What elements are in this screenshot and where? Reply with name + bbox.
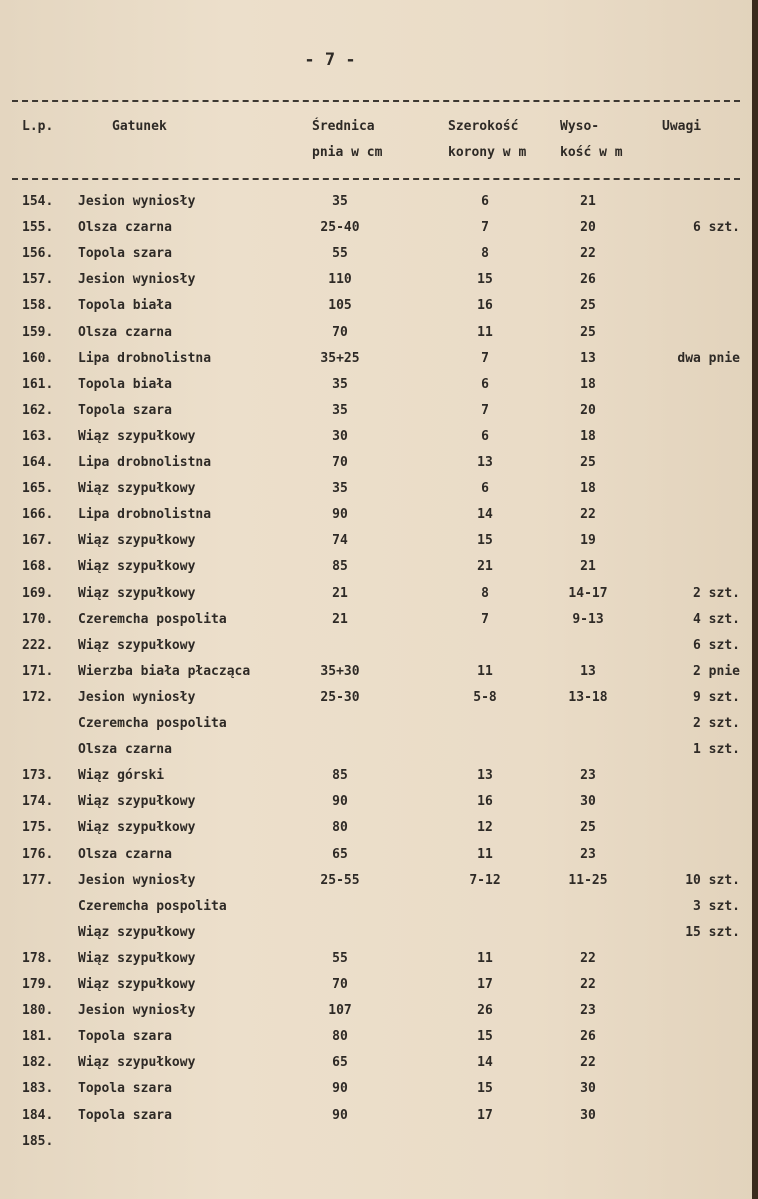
table-row	[0, 925, 758, 951]
trunk-diameter: 35+25	[320, 350, 360, 366]
species-name: Wiąz szypułkowy	[78, 820, 196, 836]
tree-height: 18	[580, 376, 596, 392]
trunk-diameter: 105	[328, 298, 352, 314]
table-row	[0, 1081, 758, 1107]
species-name: Topola szara	[78, 1081, 172, 1097]
table-row	[0, 351, 758, 377]
page-number: - 7 -	[304, 50, 356, 70]
species-name: Olsza czarna	[78, 846, 172, 862]
row-number: 180.	[22, 1003, 54, 1019]
species-name: Wiąz górski	[78, 768, 165, 784]
trunk-diameter: 21	[332, 585, 348, 601]
tree-height: 18	[580, 481, 596, 497]
table-row	[0, 820, 758, 846]
tree-height: 22	[580, 246, 596, 262]
table-row	[0, 220, 758, 246]
table-row	[0, 455, 758, 481]
table-row	[0, 612, 758, 638]
species-name: Wiąz szypułkowy	[78, 637, 196, 653]
tree-height: 25	[580, 324, 596, 340]
table-row	[0, 873, 758, 899]
table-row	[0, 951, 758, 977]
trunk-diameter: 35	[332, 402, 348, 418]
table-row	[0, 1055, 758, 1081]
row-note: 1 szt.	[693, 742, 740, 758]
species-name: Wierzba biała płacząca	[78, 663, 251, 679]
species-name: Topola szara	[78, 1029, 172, 1045]
row-number: 166.	[22, 507, 54, 523]
row-number: 161.	[22, 376, 54, 392]
trunk-diameter: 70	[332, 324, 348, 340]
crown-width: 13	[477, 768, 493, 784]
tree-height: 11-25	[568, 872, 608, 888]
row-number: 160.	[22, 350, 54, 366]
tree-height: 22	[580, 1055, 596, 1071]
row-number: 184.	[22, 1107, 54, 1123]
crown-width: 8	[481, 585, 489, 601]
table-row	[0, 899, 758, 925]
tree-height: 14-17	[568, 585, 608, 601]
tree-height: 13	[580, 663, 596, 679]
row-number: 164.	[22, 455, 54, 470]
row-number: 172.	[22, 689, 54, 705]
tree-height: 20	[580, 220, 596, 236]
trunk-diameter: 25-30	[320, 689, 360, 705]
crown-width: 7	[481, 402, 489, 418]
row-number: 169.	[22, 585, 54, 601]
row-number: 179.	[22, 977, 54, 992]
species-name: Czeremcha pospolita	[78, 611, 227, 627]
tree-height: 20	[580, 402, 596, 418]
table-row	[0, 1029, 758, 1055]
species-name: Topola szara	[78, 1107, 172, 1123]
species-name: Wiąz szypułkowy	[78, 428, 196, 444]
crown-width: 14	[477, 507, 493, 523]
crown-width: 15	[477, 1081, 493, 1097]
table-row	[0, 246, 758, 272]
row-number: 177.	[22, 872, 54, 888]
row-number: 170.	[22, 611, 54, 627]
row-note: 2 szt.	[693, 585, 740, 601]
header-top-rule	[12, 100, 740, 102]
row-number: 158.	[22, 298, 54, 314]
trunk-diameter: 110	[328, 272, 352, 288]
species-name: Wiąz szypułkowy	[78, 481, 196, 497]
trunk-diameter: 70	[332, 977, 348, 992]
tree-height: 26	[580, 1029, 596, 1045]
species-name: Wiąz szypułkowy	[78, 559, 196, 575]
species-name: Jesion wyniosły	[78, 194, 196, 209]
row-note: 2 szt.	[693, 716, 740, 731]
trunk-diameter: 90	[332, 507, 348, 523]
tree-height: 23	[580, 768, 596, 784]
header-height: Wyso- kość w m	[560, 119, 623, 160]
species-name: Topola szara	[78, 402, 172, 418]
species-name: Wiąz szypułkowy	[78, 924, 196, 940]
species-name: Jesion wyniosły	[78, 872, 196, 888]
table-row	[0, 742, 758, 768]
table-row	[0, 664, 758, 690]
trunk-diameter: 35	[332, 194, 348, 209]
row-number: 162.	[22, 402, 54, 418]
trunk-diameter: 70	[332, 455, 348, 470]
species-name: Topola szara	[78, 246, 172, 262]
species-name: Czeremcha pospolita	[78, 716, 227, 731]
table-row	[0, 638, 758, 664]
row-number: 155.	[22, 220, 54, 236]
tree-height: 22	[580, 950, 596, 966]
crown-width: 7-12	[469, 872, 501, 888]
table-row	[0, 768, 758, 794]
crown-width: 6	[481, 481, 489, 497]
species-name: Lipa drobnolistna	[78, 455, 212, 470]
table-row	[0, 690, 758, 716]
species-name: Olsza czarna	[78, 742, 172, 758]
row-number: 163.	[22, 428, 54, 444]
row-number: 173.	[22, 768, 54, 784]
crown-width: 15	[477, 533, 493, 549]
species-name: Lipa drobnolistna	[78, 507, 212, 523]
row-number: 178.	[22, 950, 54, 966]
crown-width: 5-8	[473, 689, 497, 705]
row-note: 10 szt.	[685, 872, 740, 888]
trunk-diameter: 85	[332, 559, 348, 575]
tree-height: 19	[580, 533, 596, 549]
species-name: Wiąz szypułkowy	[78, 1055, 196, 1071]
species-name: Wiąz szypułkowy	[78, 794, 196, 810]
species-name: Topola biała	[78, 376, 172, 392]
trunk-diameter: 80	[332, 1029, 348, 1045]
row-note: 4 szt.	[693, 611, 740, 627]
header-bottom-rule	[12, 178, 740, 180]
tree-height: 30	[580, 794, 596, 810]
trunk-diameter: 30	[332, 428, 348, 444]
tree-height: 26	[580, 272, 596, 288]
table-row	[0, 716, 758, 742]
row-note: 15 szt.	[685, 924, 740, 940]
tree-height: 23	[580, 1003, 596, 1019]
row-number: 157.	[22, 272, 54, 288]
table-row	[0, 403, 758, 429]
row-number: 171.	[22, 663, 54, 679]
table-row	[0, 847, 758, 873]
table-row	[0, 429, 758, 455]
species-name: Wiąz szypułkowy	[78, 950, 196, 966]
species-name: Czeremcha pospolita	[78, 898, 227, 914]
row-number: 168.	[22, 559, 54, 575]
trunk-diameter: 90	[332, 1081, 348, 1097]
species-name: Topola biała	[78, 298, 172, 314]
row-number: 167.	[22, 533, 54, 549]
trunk-diameter: 90	[332, 794, 348, 810]
tree-height: 13	[580, 350, 596, 366]
tree-height: 22	[580, 507, 596, 523]
species-name: Olsza czarna	[78, 324, 172, 340]
trunk-diameter: 35+30	[320, 663, 360, 679]
crown-width: 11	[477, 663, 493, 679]
crown-width: 15	[477, 1029, 493, 1045]
crown-width: 14	[477, 1055, 493, 1071]
crown-width: 16	[477, 794, 493, 810]
crown-width: 16	[477, 298, 493, 314]
crown-width: 11	[477, 846, 493, 862]
species-name: Olsza czarna	[78, 220, 172, 236]
trunk-diameter: 85	[332, 768, 348, 784]
row-number: 222.	[22, 637, 54, 653]
crown-width: 7	[481, 220, 489, 236]
trunk-diameter: 65	[332, 1055, 348, 1071]
trunk-diameter: 90	[332, 1107, 348, 1123]
crown-width: 11	[477, 950, 493, 966]
header-diameter: Średnica pnia w cm	[312, 119, 383, 160]
table-row	[0, 1134, 758, 1160]
species-name: Wiąz szypułkowy	[78, 533, 196, 549]
trunk-diameter: 25-40	[320, 220, 360, 236]
tree-height: 30	[580, 1081, 596, 1097]
crown-width: 7	[481, 611, 489, 627]
crown-width: 8	[481, 246, 489, 262]
table-row	[0, 586, 758, 612]
row-number: 165.	[22, 481, 54, 497]
row-number: 175.	[22, 820, 54, 836]
table-row	[0, 272, 758, 298]
tree-height: 25	[580, 820, 596, 836]
crown-width: 13	[477, 455, 493, 470]
species-name: Jesion wyniosły	[78, 272, 196, 288]
table-row	[0, 794, 758, 820]
table-row	[0, 1108, 758, 1134]
row-note: 9 szt.	[693, 689, 740, 705]
row-number: 156.	[22, 246, 54, 262]
crown-width: 21	[477, 559, 493, 575]
row-note: 2 pnie	[693, 663, 740, 679]
species-name: Wiąz szypułkowy	[78, 585, 196, 601]
row-note: dwa pnie	[677, 350, 740, 366]
tree-height: 21	[580, 194, 596, 209]
tree-height: 21	[580, 559, 596, 575]
trunk-diameter: 21	[332, 611, 348, 627]
tree-height: 23	[580, 846, 596, 862]
trunk-diameter: 35	[332, 481, 348, 497]
table-row	[0, 1003, 758, 1029]
row-number: 182.	[22, 1055, 54, 1071]
table-row	[0, 298, 758, 324]
crown-width: 26	[477, 1003, 493, 1019]
tree-height: 9-13	[572, 611, 604, 627]
trunk-diameter: 55	[332, 246, 348, 262]
crown-width: 11	[477, 324, 493, 340]
crown-width: 17	[477, 977, 493, 992]
table-row	[0, 977, 758, 1003]
crown-width: 12	[477, 820, 493, 836]
row-number: 183.	[22, 1081, 54, 1097]
trunk-diameter: 80	[332, 820, 348, 836]
crown-width: 15	[477, 272, 493, 288]
species-name: Wiąz szypułkowy	[78, 977, 196, 992]
header-crown-width: Szerokość korony w m	[448, 119, 527, 160]
species-name: Jesion wyniosły	[78, 1003, 196, 1019]
row-number: 181.	[22, 1029, 54, 1045]
trunk-diameter: 35	[332, 376, 348, 392]
row-number: 154.	[22, 194, 54, 209]
table-row	[0, 559, 758, 585]
tree-height: 25	[580, 455, 596, 470]
table-row	[0, 325, 758, 351]
row-note: 6 szt.	[693, 637, 740, 653]
table-row	[0, 533, 758, 559]
trunk-diameter: 65	[332, 846, 348, 862]
tree-height: 22	[580, 977, 596, 992]
crown-width: 6	[481, 428, 489, 444]
header-notes: Uwagi	[662, 119, 702, 134]
row-number: 159.	[22, 324, 54, 340]
table-row	[0, 194, 758, 220]
trunk-diameter: 25-55	[320, 872, 360, 888]
crown-width: 7	[481, 350, 489, 366]
row-note: 6 szt.	[693, 220, 740, 236]
row-number: 185.	[22, 1133, 54, 1149]
crown-width: 17	[477, 1107, 493, 1123]
trunk-diameter: 74	[332, 533, 348, 549]
crown-width: 6	[481, 194, 489, 209]
row-note: 3 szt.	[693, 898, 740, 914]
tree-height: 13-18	[568, 689, 608, 705]
trunk-diameter: 107	[328, 1003, 352, 1019]
table-row	[0, 507, 758, 533]
tree-height: 25	[580, 298, 596, 314]
table-row	[0, 481, 758, 507]
trunk-diameter: 55	[332, 950, 348, 966]
crown-width: 6	[481, 376, 489, 392]
tree-height: 18	[580, 428, 596, 444]
header-lp: L.p.	[22, 119, 54, 134]
row-number: 174.	[22, 794, 54, 810]
table-row	[0, 377, 758, 403]
species-name: Lipa drobnolistna	[78, 350, 212, 366]
species-name: Jesion wyniosły	[78, 689, 196, 705]
header-species: Gatunek	[112, 119, 167, 134]
tree-height: 30	[580, 1107, 596, 1123]
row-number: 176.	[22, 846, 54, 862]
